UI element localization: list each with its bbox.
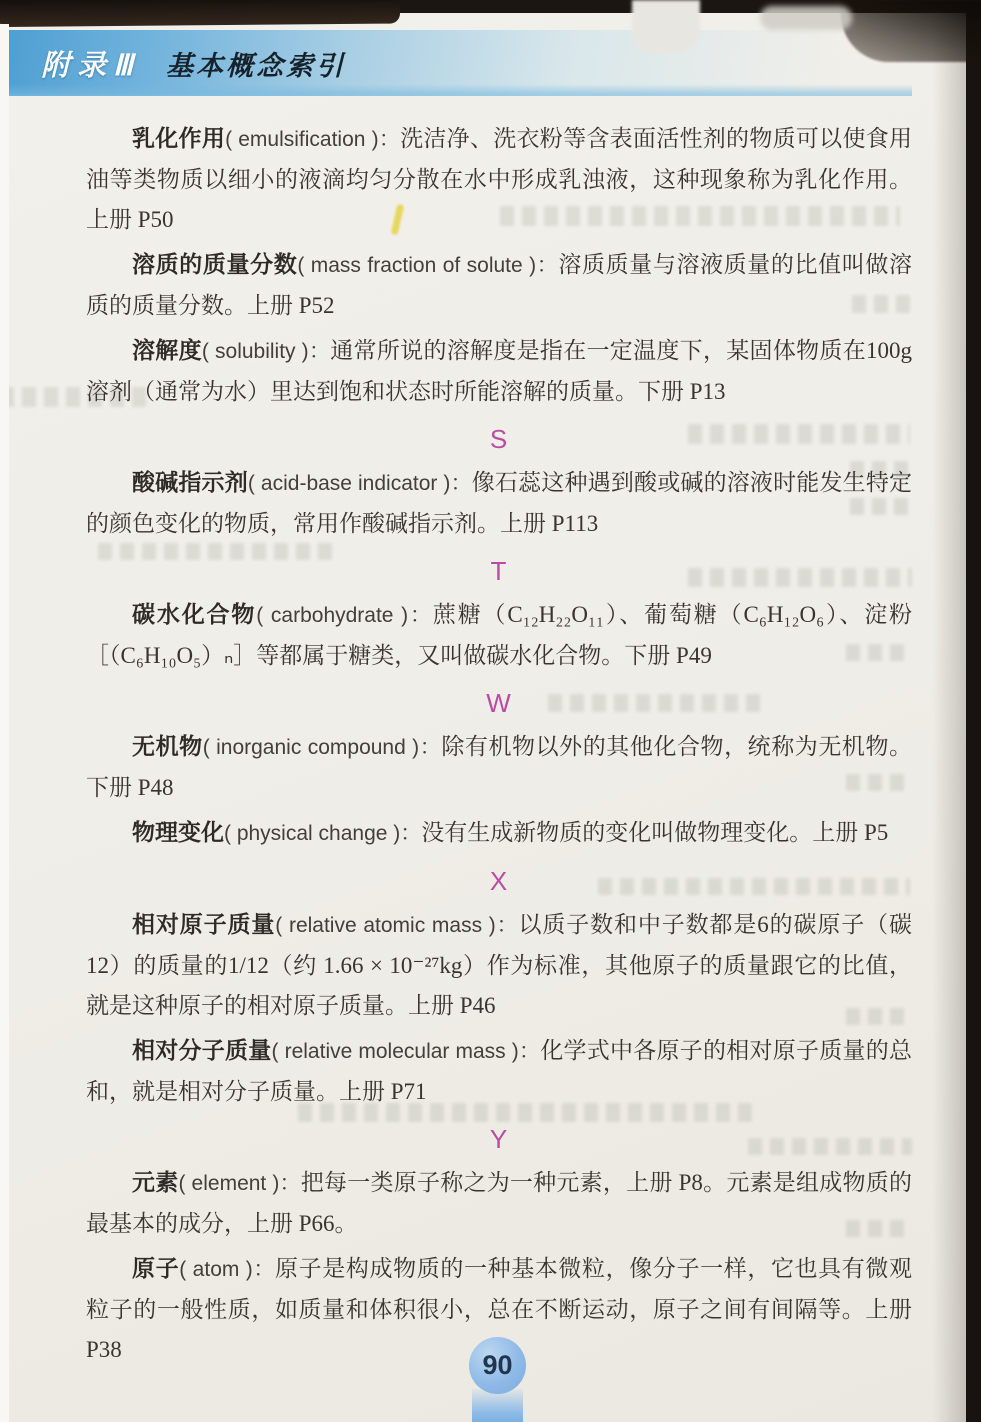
entry-definition: 以质子数和中子数都是6的碳原子（碳12）的质量的1/12（约 1.66 × 10⁻²⁷kg）作为标准，其他原子的质量跟它的比值，就是这种原子的相对原子质量。上册 P46 bbox=[86, 912, 913, 1018]
entry-term: 物理变化 bbox=[132, 819, 224, 845]
entry-definition: 像石蕊这种遇到酸或碱的溶液时能发生特定的颜色变化的物质，常用作酸碱指示剂。上册 P113 bbox=[86, 470, 913, 536]
scan-edge-top-right bbox=[841, 0, 981, 62]
glossary-entry bbox=[86, 812, 912, 854]
section-letter-s: S bbox=[489, 424, 509, 454]
glossary-entry bbox=[86, 244, 912, 326]
entry-term: 元素 bbox=[132, 1169, 179, 1195]
entry-term: 原子 bbox=[132, 1255, 180, 1281]
entry-definition: 除有机物以外的其他化合物，统称为无机物。下册 P48 bbox=[86, 734, 913, 800]
entry-english: ( mass fraction of solute )： bbox=[297, 254, 559, 277]
section-letter-w: W bbox=[486, 688, 512, 718]
glossary-entry bbox=[86, 594, 912, 676]
entry-definition: 原子是构成物质的一种基本微粒，像分子一样，它也具有微观粒子的一般性质，如质量和体积很小，总在不断运动，原子之间有间隔等。上册 P38 bbox=[86, 1256, 913, 1362]
page-number: 90 bbox=[482, 1350, 513, 1380]
glossary-entry bbox=[86, 1030, 912, 1112]
entry-english: ( relative atomic mass )： bbox=[275, 914, 519, 937]
entry-term: 溶解度 bbox=[132, 337, 202, 363]
section-letter-t: T bbox=[490, 556, 508, 586]
entry-english: ( solubility )： bbox=[201, 340, 331, 363]
entry-term: 碳水化合物 bbox=[132, 601, 257, 627]
glossary-entry bbox=[86, 118, 912, 240]
glossary-entry bbox=[86, 726, 912, 808]
glossary-content bbox=[86, 114, 912, 1374]
entry-term: 相对原子质量 bbox=[132, 911, 276, 937]
section-letter-y: Y bbox=[489, 1124, 509, 1154]
entry-definition: 溶质质量与溶液质量的比值叫做溶质的质量分数。上册 P52 bbox=[86, 252, 913, 318]
scan-edge-top-left bbox=[0, 0, 400, 27]
entry-definition: 洗洁净、洗衣粉等含表面活性剂的物质可以使食用油等类物质以细小的液滴均匀分散在水中形成乳浊液，这种现象称为乳化作用。上册 P50 bbox=[86, 126, 912, 232]
appendix-label: 附录Ⅲ bbox=[41, 49, 140, 82]
entry-term: 溶质的质量分数 bbox=[132, 251, 298, 277]
entry-term: 无机物 bbox=[132, 733, 203, 759]
page-gutter-shadow bbox=[932, 0, 966, 1422]
entry-english: ( inorganic compound )： bbox=[202, 736, 442, 759]
scan-notch-light bbox=[632, 0, 700, 54]
entry-definition: 蔗糖（C₁₂H₂₂O₁₁）、葡萄糖（C₆H₁₂O₆）、淀粉［（C₆H₁₀O₅）ₙ］等都属于糖类，又叫做碳水化合物。下册 P49 bbox=[86, 602, 913, 668]
entry-definition: 把每一类原子称之为一种元素，上册 P8。元素是组成物质的最基本的成分，上册 P66。 bbox=[86, 1170, 912, 1236]
section-letter-x: X bbox=[489, 866, 509, 896]
entry-english: ( relative molecular mass )： bbox=[271, 1040, 541, 1063]
entry-definition: 化学式中各原子的相对原子质量的总和，就是相对分子质量。上册 P71 bbox=[86, 1038, 913, 1104]
entry-definition: 通常所说的溶解度是指在一定温度下，某固体物质在100g溶剂（通常为水）里达到饱和状态时所能溶解的质量。下册 P13 bbox=[86, 338, 913, 404]
entry-english: ( atom )： bbox=[179, 1258, 276, 1281]
glossary-entry bbox=[86, 904, 912, 1026]
entry-term: 乳化作用 bbox=[132, 125, 226, 151]
page-title: 基本概念索引 bbox=[166, 50, 346, 81]
entry-english: ( carbohydrate )： bbox=[256, 604, 433, 627]
glossary-entry bbox=[86, 1162, 912, 1244]
entry-term: 酸碱指示剂 bbox=[132, 469, 248, 495]
glossary-entry bbox=[86, 462, 912, 544]
entry-english: ( element )： bbox=[178, 1172, 301, 1195]
page-header bbox=[9, 30, 912, 96]
page-number-badge bbox=[469, 1337, 526, 1394]
glossary-entry bbox=[86, 330, 912, 412]
entry-english: ( emulsification )： bbox=[225, 128, 401, 151]
entry-english: ( acid-base indicator )： bbox=[247, 472, 472, 495]
entry-term: 相对分子质量 bbox=[132, 1037, 272, 1063]
scan-edge-right bbox=[966, 0, 981, 1422]
scan-edge-left bbox=[0, 24, 9, 1422]
entry-english: ( physical change )： bbox=[224, 822, 422, 845]
entry-definition: 没有生成新物质的变化叫做物理变化。上册 P5 bbox=[421, 820, 889, 845]
scan-smudge bbox=[760, 6, 852, 30]
